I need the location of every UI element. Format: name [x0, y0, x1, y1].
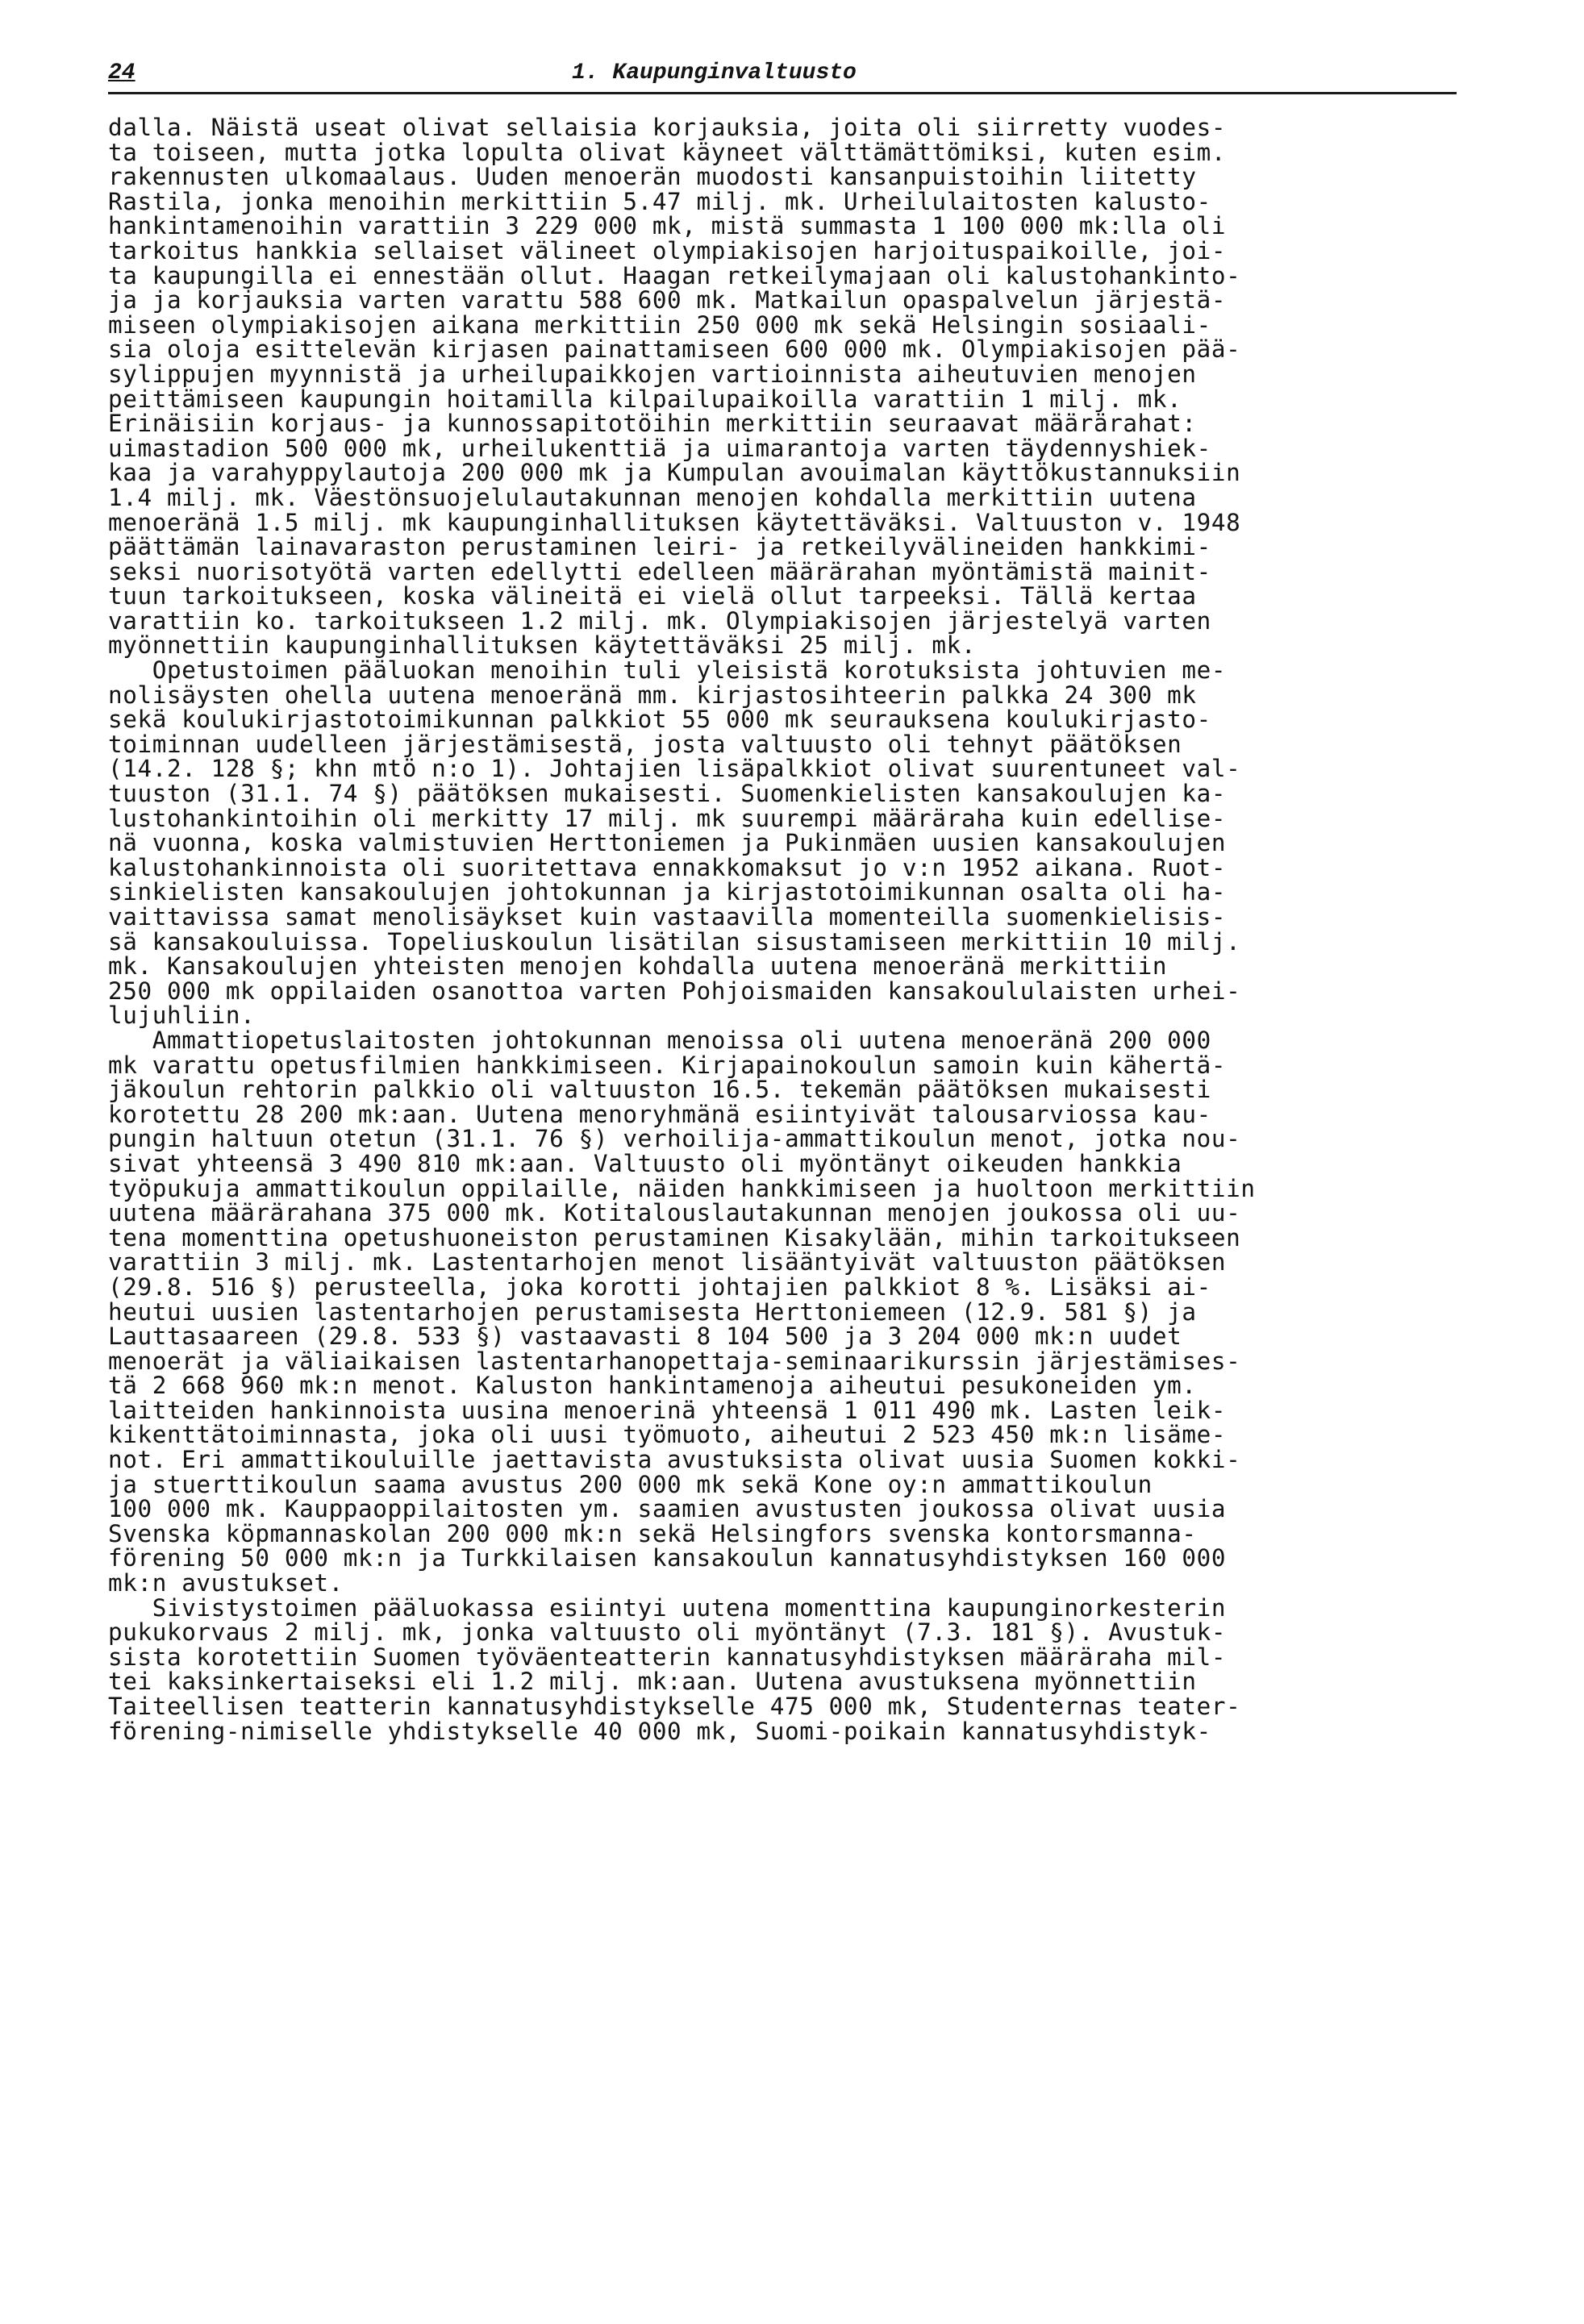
text-line: pungin haltuun otetun (31.1. 76 §) verhoilija-ammattikoulun menot, jotka nou-	[108, 1125, 1241, 1153]
text-line: varattiin ko. tarkoitukseen 1.2 milj. mk. Olympiakisojen järjestelyä varten	[108, 606, 1211, 635]
text-line: ta kaupungilla ei ennestään ollut. Haagan retkeilymajaan oli kalustohankinto-	[108, 261, 1241, 289]
text-line: uutena määrärahana 375 000 mk. Kotitalouslautakunnan menojen joukossa oli uu-	[108, 1199, 1241, 1227]
text-line: Svenska köpmannaskolan 200 000 mk:n sekä Helsingfors svenska kontorsmanna-	[108, 1519, 1197, 1547]
body-text	[108, 115, 1457, 1743]
text-line: Ammattiopetuslaitosten johtokunnan menoissa oli uutena menoeränä 200 000	[108, 1026, 1211, 1054]
text-line: kikenttätoiminnasta, joka oli uusi työmuoto, aiheutui 2 523 450 mk:n lisäme-	[108, 1421, 1227, 1449]
text-line: sä kansakouluissa. Topeliuskoulun lisätilan sisustamiseen merkittiin 10 milj.	[108, 927, 1241, 956]
text-line: 250 000 mk oppilaiden osanottoa varten Pohjoismaiden kansakoululaisten urhei-	[108, 977, 1241, 1005]
text-line: 100 000 mk. Kauppaoppilaitosten ym. saamien avustusten joukossa olivat uusia	[108, 1495, 1227, 1523]
text-line: päättämän lainavaraston perustaminen leiri- ja retkeilyvälineiden hankkimi-	[108, 533, 1211, 561]
text-line: Erinäisiin korjaus- ja kunnossapitotöihin merkittiin seuraavat määrärahat:	[108, 410, 1197, 438]
text-line: tena momenttina opetushuoneiston perustaminen Kisakylään, mihin tarkoitukseen	[108, 1223, 1241, 1252]
text-line: mk. Kansakoulujen yhteisten menojen kohdalla uutena menoeränä merkittiin	[108, 952, 1168, 981]
text-line: sinkielisten kansakoulujen johtokunnan ja kirjastotoimikunnan osalta oli ha-	[108, 878, 1227, 906]
text-line: lujuhliin.	[108, 1002, 256, 1030]
text-line: myönnettiin kaupunginhallituksen käytettäväksi 25 milj. mk.	[108, 631, 977, 660]
text-line: varattiin 3 milj. mk. Lastentarhojen menot lisääntyivät valtuuston päätöksen	[108, 1248, 1227, 1277]
text-line: mk:n avustukset.	[108, 1569, 344, 1597]
text-line: kaa ja varahyppylautoja 200 000 mk ja Kumpulan avouimalan käyttökustannuksiin	[108, 459, 1241, 487]
text-line: sekä koulukirjastotoimikunnan palkkiot 55 000 mk seurauksena koulukirjasto-	[108, 706, 1211, 734]
text-line: dalla. Näistä useat olivat sellaisia korjauksia, joita oli siirretty vuodes-	[108, 114, 1227, 141]
text-line: sista korotettiin Suomen työväenteatterin kannatusyhdistyksen määräraha mil-	[108, 1643, 1227, 1671]
text-line: Taiteellisen teatterin kannatusyhdistykselle 475 000 mk, Studenternas teater-	[108, 1693, 1241, 1720]
text-line: (29.8. 516 §) perusteella, joka korotti johtajien palkkiot 8 %. Lisäksi ai-	[108, 1272, 1211, 1301]
document-page	[108, 42, 1457, 1743]
text-line: 1.4 milj. mk. Väestönsuojelulautakunnan menojen kohdalla merkittiin uutena	[108, 483, 1197, 511]
text-line: ta toiseen, mutta jotka lopulta olivat käyneet välttämättömiksi, kuten esim.	[108, 138, 1227, 166]
text-line: laitteiden hankinnoista uusina menoerinä yhteensä 1 011 490 mk. Lasten leik-	[108, 1396, 1227, 1424]
text-line: uimastadion 500 000 mk, urheilukenttiä ja uimarantoja varten täydennyshiek-	[108, 434, 1211, 462]
running-head: 1. Kaupunginvaltuusto	[572, 60, 857, 85]
text-line: tuun tarkoitukseen, koska välineitä ei vielä ollut tarpeeksi. Tällä kertaa	[108, 582, 1197, 610]
text-line: peittämiseen kaupungin hoitamilla kilpailupaikoilla varattiin 1 milj. mk.	[108, 385, 1182, 413]
text-line: tä 2 668 960 mk:n menot. Kaluston hankintamenoja aiheutui pesukoneiden ym.	[108, 1372, 1197, 1400]
text-line: toiminnan uudelleen järjestämisestä, josta valtuusto oli tehnyt päätöksen	[108, 730, 1182, 758]
text-line: sivat yhteensä 3 490 810 mk:aan. Valtuusto oli myöntänyt oikeuden hankkia	[108, 1149, 1182, 1177]
page-number: 24	[108, 60, 135, 85]
text-line: (14.2. 128 §; khn mtö n:o 1). Johtajien lisäpalkkiot olivat suurentuneet val-	[108, 755, 1241, 783]
text-line: mk varattu opetusfilmien hankkimiseen. Kirjapainokoulun samoin kuin kähertä-	[108, 1051, 1227, 1079]
text-line: Opetustoimen pääluokan menoihin tuli yleisistä korotuksista johtuvien me-	[108, 656, 1227, 685]
text-line: sylippujen myynnistä ja urheilupaikkojen vartioinnista aiheutuvien menojen	[108, 360, 1197, 388]
text-line: seksi nuorisotyötä varten edellytti edelleen määrärahan myöntämistä mainit-	[108, 557, 1211, 585]
text-line: sia oloja esittelevän kirjasen painattamiseen 600 000 mk. Olympiakisojen pää-	[108, 335, 1241, 364]
text-line: heutui uusien lastentarhojen perustamisesta Herttoniemeen (12.9. 581 §) ja	[108, 1297, 1197, 1326]
text-line: tuuston (31.1. 74 §) päätöksen mukaisesti. Suomenkielisten kansakoulujen ka-	[108, 780, 1227, 808]
text-line: miseen olympiakisojen aikana merkittiin 250 000 mk sekä Helsingin sosiaali-	[108, 310, 1211, 339]
text-line: vaittavissa samat menolisäykset kuin vastaavilla momenteilla suomenkielisis-	[108, 903, 1227, 931]
text-line: kalustohankinnoista oli suoritettava ennakkomaksut jo v:n 1952 aikana. Ruot-	[108, 853, 1227, 881]
text-line: nolisäysten ohella uutena menoeränä mm. kirjastosihteerin palkka 24 300 mk	[108, 681, 1197, 709]
text-line: tarkoitus hankkia sellaiset välineet olympiakisojen harjoituspaikoille, joi-	[108, 236, 1227, 264]
text-line: Sivistystoimen pääluokassa esiintyi uutena momenttina kaupunginorkesterin	[108, 1593, 1227, 1622]
text-line: hankintamenoihin varattiin 3 229 000 mk, mistä summasta 1 100 000 mk:lla oli	[108, 212, 1227, 240]
text-line: menoeränä 1.5 milj. mk kaupunginhallituksen käytettäväksi. Valtuuston v. 1948	[108, 508, 1241, 536]
text-line: förening 50 000 mk:n ja Turkkilaisen kansakoulun kannatusyhdistyksen 160 000	[108, 1544, 1227, 1572]
text-line: jäkoulun rehtorin palkkio oli valtuuston 16.5. tekemän päätöksen mukaisesti	[108, 1076, 1211, 1104]
text-line: rakennusten ulkomaalaus. Uuden menoerän muodosti kansanpuistoihin liitetty	[108, 163, 1197, 191]
text-line: pukukorvaus 2 milj. mk, jonka valtuusto oli myöntänyt (7.3. 181 §). Avustuk-	[108, 1618, 1227, 1647]
text-line: Rastila, jonka menoihin merkittiin 5.47 milj. mk. Urheilulaitosten kalusto-	[108, 187, 1211, 215]
text-line: ja ja korjauksia varten varattu 588 600 mk. Matkailun opaspalvelun järjestä-	[108, 286, 1227, 314]
text-line: työpukuja ammattikoulun oppilaille, näiden hankkimiseen ja huoltoon merkittiin	[108, 1174, 1256, 1202]
text-line: menoerät ja väliaikaisen lastentarhanopettaja-seminaarikurssin järjestämises-	[108, 1347, 1241, 1375]
text-line: korotettu 28 200 mk:aan. Uutena menoryhmänä esiintyivät talousarviossa kau-	[108, 1100, 1211, 1128]
text-line: lustohankintoihin oli merkitty 17 milj. mk suurempi määräraha kuin edellise-	[108, 804, 1227, 832]
page-header	[108, 42, 1457, 94]
text-line: nä vuonna, koska valmistuvien Herttoniemen ja Pukinmäen uusien kansakoulujen	[108, 829, 1227, 857]
text-line: not. Eri ammattikouluille jaettavista avustuksista olivat uusia Suomen kokki-	[108, 1446, 1241, 1474]
text-line: tei kaksinkertaiseksi eli 1.2 milj. mk:aan. Uutena avustuksena myönnettiin	[108, 1668, 1197, 1696]
text-line: ja stuerttikoulun saama avustus 200 000 mk sekä Kone oy:n ammattikoulun	[108, 1470, 1153, 1498]
text-line: Lauttasaareen (29.8. 533 §) vastaavasti 8 104 500 ja 3 204 000 mk:n uudet	[108, 1322, 1182, 1351]
text-line: förening-nimiselle yhdistykselle 40 000 mk, Suomi-poikain kannatusyhdistyk-	[108, 1717, 1211, 1745]
